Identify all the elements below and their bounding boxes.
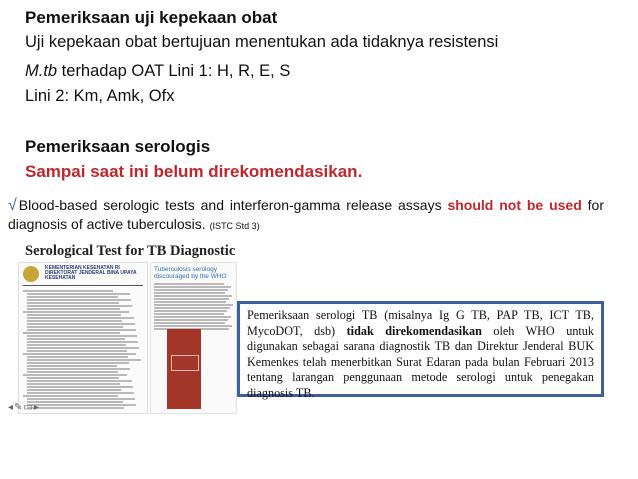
thumbnail-text-line bbox=[27, 365, 117, 367]
thumbnail-text-line bbox=[27, 296, 118, 298]
thumbnail-text-line bbox=[154, 289, 228, 291]
thumbnail-text-line bbox=[27, 317, 134, 319]
thumbnail-text-line bbox=[23, 374, 127, 376]
thumbnail-text-line bbox=[27, 344, 126, 346]
thumbnail-text-line bbox=[27, 404, 136, 406]
thumbnail-text-line bbox=[27, 359, 141, 361]
thumbnail-text-line bbox=[27, 326, 123, 328]
thumbnail-text-line bbox=[27, 338, 125, 340]
thumbnail-text-line bbox=[27, 341, 138, 343]
callout-box bbox=[237, 301, 604, 400]
garuda-seal-icon bbox=[23, 266, 39, 282]
thumbnail-text-line bbox=[154, 283, 224, 285]
thumbnail-text-line bbox=[27, 371, 118, 373]
heading-drug-sensitivity: Pemeriksaan uji kepekaan obat bbox=[25, 8, 278, 27]
thumbnail-text-line bbox=[154, 325, 232, 327]
text-line-3: Lini 2: Km, Amk, Ofx bbox=[25, 87, 175, 105]
heading-serology: Pemeriksaan serologis bbox=[25, 137, 211, 156]
thumbnail-text-line bbox=[27, 299, 131, 301]
para-highlight: should not be used bbox=[447, 197, 582, 213]
thumbnail-text-line bbox=[23, 353, 136, 355]
thumbnail-text-line bbox=[27, 320, 122, 322]
thumbnail-text-line bbox=[27, 323, 135, 325]
thumbnail-text-line bbox=[27, 392, 134, 394]
thumbnail-text-line bbox=[154, 316, 231, 318]
thumbnail-text-line bbox=[27, 380, 132, 382]
thumbnail-text-line bbox=[154, 295, 232, 297]
thumbnail-text-line bbox=[154, 298, 229, 300]
ministry-header: KEMENTERIAN KESEHATAN RI DIREKTORAT JENDERAL BINA UPAYA KESEHATAN bbox=[45, 265, 137, 281]
thumbnail-text-line bbox=[27, 302, 119, 304]
pointer-icon[interactable]: ◂ bbox=[8, 402, 15, 413]
thumbnail-text-line bbox=[23, 311, 129, 313]
thumbnail-text-line bbox=[27, 329, 136, 331]
thumbnail-text-line bbox=[154, 307, 230, 309]
istc-paragraph bbox=[8, 196, 604, 235]
thumbnail-text-line bbox=[27, 386, 133, 388]
thumbnail-text-line bbox=[27, 314, 121, 316]
callout-bold: tidak direkomendasikan bbox=[346, 323, 482, 338]
thumbnail-text-line bbox=[154, 292, 225, 294]
book-cover-image bbox=[167, 329, 201, 409]
thumbnail-text-line bbox=[27, 407, 124, 409]
thumbnail-text-line bbox=[27, 368, 130, 370]
check-icon: √ bbox=[8, 197, 17, 214]
menu-icon[interactable]: ▸ bbox=[33, 402, 40, 413]
figure-title: Serological Test for TB Diagnostic bbox=[25, 243, 236, 259]
thumbnail-text-line bbox=[23, 395, 118, 397]
thumbnail-text-line bbox=[154, 313, 224, 315]
thumbnail-text-line bbox=[27, 377, 119, 379]
red-statement: Sampai saat ini belum direkomendasikan. bbox=[25, 162, 363, 181]
mtb-italic: M.tb bbox=[25, 62, 58, 80]
thumbnail-text-line bbox=[23, 332, 120, 334]
circular-letter-image bbox=[18, 262, 148, 414]
thumbnail-text-line bbox=[27, 308, 120, 310]
thumbnail-text-line bbox=[27, 389, 121, 391]
thumbnail-text-line bbox=[23, 290, 113, 292]
thumbnail-text-line bbox=[27, 305, 132, 307]
thumbnail-text-line bbox=[154, 310, 227, 312]
thumbnail-text-line bbox=[154, 286, 231, 288]
para-text-1: Blood-based serologic tests and interferon-gamma release assays bbox=[18, 197, 448, 213]
header-rule bbox=[23, 285, 143, 286]
text-line-2 bbox=[25, 62, 290, 81]
thumbnail-text-line bbox=[27, 356, 128, 358]
thumbnail-text-line bbox=[27, 347, 139, 349]
thumbnail-text-line bbox=[27, 293, 130, 295]
text-line-2-rest: terhadap OAT Lini 1: H, R, E, S bbox=[57, 62, 291, 80]
thumbnail-text-line bbox=[27, 383, 120, 385]
callout-text-1: Pemeriksaan serologi TB (misalnya Ig G TB, PAP TB, ICT TB, MycoDOT, dsb) bbox=[247, 308, 594, 338]
pen-icon[interactable]: ✎ bbox=[14, 402, 24, 413]
slide-toolbar[interactable] bbox=[8, 402, 40, 413]
who-article-image bbox=[150, 262, 237, 414]
thumbnail-text-line bbox=[27, 335, 137, 337]
callout-text-2: oleh WHO untuk digunakan sebagai sarana diagnostik TB dan Direktur Jenderal BUK Kemenkes telah menerbitkan Surat Edaran pada bulan Februari 2013 tentang larangan penggunaan metode serologi untuk penegakan diagnosis TB. bbox=[247, 323, 594, 400]
thumbnail-text-line bbox=[154, 301, 226, 303]
thumbnail-text-line bbox=[27, 362, 129, 364]
istc-reference: (ISTC Std 3) bbox=[209, 221, 260, 231]
thumbnail-text-line bbox=[27, 401, 123, 403]
thumbnail-text-line bbox=[154, 304, 233, 306]
thumbnail-text-line bbox=[154, 319, 228, 321]
article-title: Tuberculosis serology discouraged by the WHO bbox=[154, 266, 227, 280]
para-text-2: for diagnosis of active tuberculosis. bbox=[8, 197, 604, 232]
thumbnail-text-line bbox=[154, 322, 225, 324]
text-line-1: Uji kepekaan obat bertujuan menentukan ada tidaknya resistensi bbox=[25, 33, 499, 51]
thumbnail-text-line bbox=[27, 350, 127, 352]
thumbnail-text-line bbox=[27, 398, 135, 400]
eraser-icon[interactable]: ▭ bbox=[23, 402, 34, 413]
